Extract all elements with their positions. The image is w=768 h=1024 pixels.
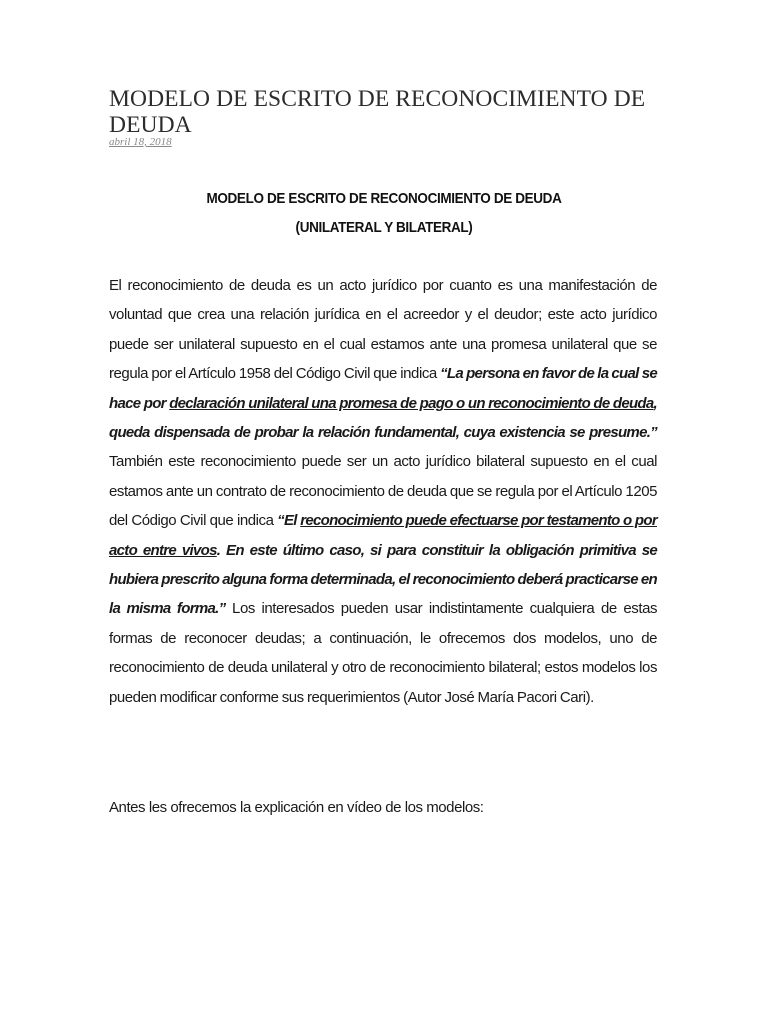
quote-2-underlined: reconocimiento puede efectuarse por testamento o por acto entre vivos	[109, 512, 657, 559]
post-date-link[interactable]: abril 18, 2018	[109, 136, 172, 148]
closing-paragraph: Antes les ofrecemos la explicación en vídeo de los modelos:	[109, 799, 484, 816]
document-heading-line-1: MODELO DE ESCRITO DE RECONOCIMIENTO DE DEUDA	[206, 190, 562, 207]
quote-2-open: “El	[277, 512, 301, 530]
body-text-part-1: El reconocimiento de deuda es un acto jurídico por cuanto es una manifestación de voluntad que crea una relación jurídica en el acreedor y el deudor; este acto jurídico puede ser unilateral supuesto en el cual estamos ante una promesa unilateral que se regula por el Artículo 1958 del Código Civil que indica	[109, 277, 657, 383]
body-text-part-3: Los interesados pueden usar indistintamente cualquiera de estas formas de reconocer deudas; a continuación, le ofrecemos dos modelos, uno de reconocimiento de deuda unilateral y otro de reconocimiento bilateral; estos modelos los pueden modificar conforme sus requerimientos (Autor José María Pacori Cari).	[109, 600, 658, 706]
body-text-part-2: También este reconocimiento puede ser un acto jurídico bilateral supuesto en el cual estamos ante un contrato de reconocimiento de deuda que se regula por el Artículo 1205 del Código Civil que indica	[109, 453, 657, 530]
quote-1-underlined: declaración unilateral una promesa de pago o un reconocimiento de deuda	[169, 394, 654, 412]
post-title: MODELO DE ESCRITO DE RECONOCIMIENTO DE DEUDA	[109, 86, 646, 138]
body-paragraph	[109, 271, 657, 712]
quote-1-open: “La persona en favor de la cual se hace por	[109, 365, 657, 412]
quote-1-close: , queda dispensada de probar la relación fundamental, cuya existencia se presume.”	[109, 394, 658, 442]
document-heading-line-2: (UNILATERAL Y BILATERAL)	[295, 219, 473, 236]
quote-2-close: . En este último caso, si para constituir la obligación primitiva se hubiera prescrito alguna forma determinada, el reconocimiento deberá practicarse en la misma forma.”	[109, 541, 657, 618]
